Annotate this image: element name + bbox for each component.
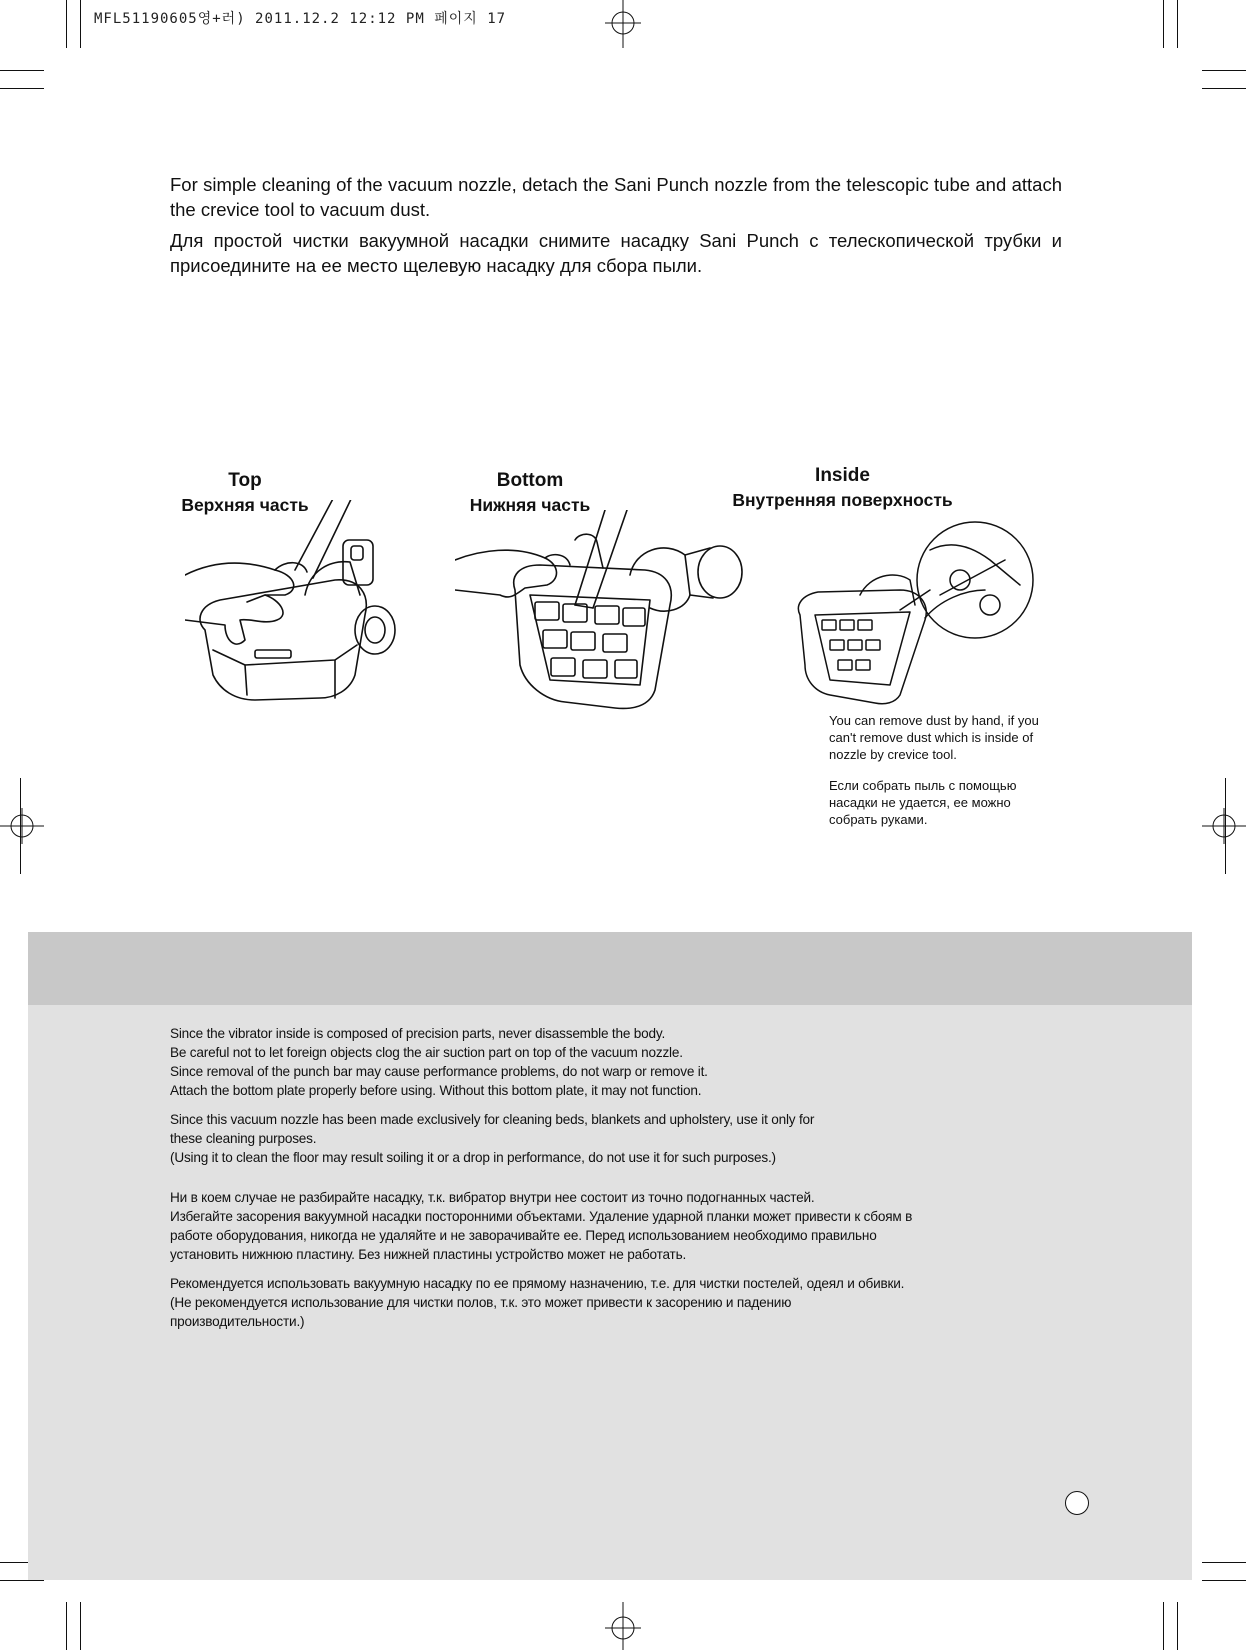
- caution-header-band: [28, 932, 1192, 1005]
- nozzle-inside-illustration: [790, 520, 1045, 705]
- figure-bottom-subtitle: Нижняя часть: [469, 495, 591, 515]
- caution-line: these cleaning purposes.: [170, 1131, 317, 1146]
- caution-english-block-1: [170, 1024, 1030, 1100]
- registration-mark-bottom-icon: [603, 1602, 643, 1650]
- caution-line: работе оборудования, никогда не удаляйте и не заворачивайте ее. Перед использованием необходимо правильно: [170, 1228, 877, 1243]
- print-slug: MFL51190605영+러) 2011.12.2 12:12 PM 페이지 17: [94, 11, 507, 27]
- inside-note-russian: Если собрать пыль с помощью насадки не удается, ее можно собрать руками.: [829, 778, 1017, 827]
- intro-text: [170, 172, 1062, 278]
- caution-russian-block-2: [170, 1274, 1030, 1331]
- caution-english-block-2: [170, 1110, 1030, 1167]
- caution-line: (Using it to clean the floor may result soiling it or a drop in performance, do not use it for such purposes.): [170, 1150, 776, 1165]
- caution-russian-block-1: [170, 1188, 1030, 1264]
- figure-inside-caption: [700, 463, 985, 513]
- nozzle-top-illustration: [185, 500, 415, 720]
- figure-bottom-title: Bottom: [496, 470, 564, 491]
- caution-line: Ни в коем случае не разбирайте насадку, т.к. вибратор внутри нее состоит из точно подогнанных частей.: [170, 1190, 815, 1205]
- figure-inside-subtitle: Внутренняя поверхность: [732, 490, 953, 510]
- intro-english: For simple cleaning of the vacuum nozzle, detach the Sani Punch nozzle from the telescopic tube and attach the crevice tool to vacuum dust.: [170, 174, 1062, 220]
- intro-russian: Для простой чистки вакуумной насадки снимите насадку Sani Punch с телескопической трубки и присоедините на ее место щелевую насадку для сбора пыли.: [170, 230, 1062, 276]
- registration-mark-right-icon: [1202, 806, 1246, 846]
- registration-mark-top-icon: [603, 0, 643, 48]
- page-number-circle: [1065, 1491, 1089, 1515]
- registration-mark-left-icon: [0, 806, 44, 846]
- caution-line: Be careful not to let foreign objects clog the air suction part on top of the vacuum nozzle.: [170, 1045, 683, 1060]
- caution-line: Избегайте засорения вакуумной насадки посторонними объектами. Удаление ударной планки может привести к сбоям в: [170, 1209, 913, 1224]
- caution-line: Since this vacuum nozzle has been made exclusively for cleaning beds, blankets and upholstery, use it only for: [170, 1112, 815, 1127]
- caution-line: установить нижнюю пластину. Без нижней пластины устройство может не работать.: [170, 1247, 687, 1262]
- caution-line: Since the vibrator inside is composed of precision parts, never disassemble the body.: [170, 1026, 666, 1041]
- inside-note: [829, 712, 1059, 842]
- caution-line: Since removal of the punch bar may cause performance problems, do not warp or remove it.: [170, 1064, 708, 1079]
- figure-top-subtitle: Верхняя часть: [181, 495, 309, 515]
- caution-line: Рекомендуется использовать вакуумную насадку по ее прямому назначению, т.е. для чистки постелей, одеял и обивки.: [170, 1276, 905, 1291]
- nozzle-bottom-illustration: [455, 510, 745, 720]
- caution-line: Attach the bottom plate properly before using. Without this bottom plate, it may not function.: [170, 1083, 702, 1098]
- inside-note-english: You can remove dust by hand, if you can't remove dust which is inside of nozzle by crevice tool.: [829, 713, 1039, 762]
- caution-line: (Не рекомендуется использование для чистки полов, т.к. это может привести к засорению и падению: [170, 1295, 792, 1310]
- figure-top-title: Top: [228, 470, 262, 491]
- caution-line: производительности.): [170, 1314, 305, 1329]
- figure-inside-title: Inside: [815, 465, 870, 486]
